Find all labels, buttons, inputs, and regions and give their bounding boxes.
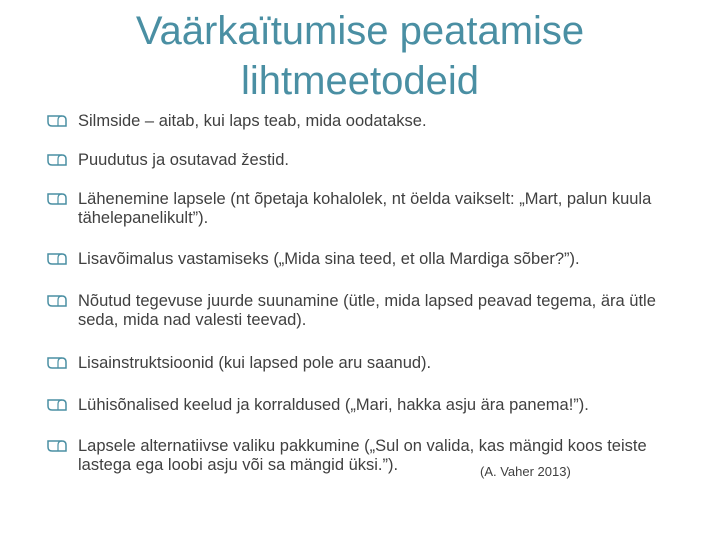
bullet-text: Lühisõnalised keelud ja korraldused („Mari, hakka asju ära panema!”). bbox=[78, 396, 589, 414]
bullet-item bbox=[46, 190, 666, 228]
bullet-item bbox=[46, 112, 666, 131]
bullet-text: Silmside – aitab, kui laps teab, mida oodatakse. bbox=[78, 112, 427, 130]
bullet-text: Puudutus ja osutavad žestid. bbox=[78, 151, 289, 169]
slide-title bbox=[60, 6, 660, 106]
title-line-2: lihtmeetodeid bbox=[241, 59, 479, 103]
scroll-icon bbox=[46, 438, 70, 454]
scroll-icon bbox=[46, 293, 70, 309]
scroll-icon bbox=[46, 355, 70, 371]
bullet-text: Lisavõimalus vastamiseks („Mida sina teed, et olla Mardiga sõber?”). bbox=[78, 250, 580, 268]
bullet-item bbox=[46, 437, 666, 475]
bullet-text: Nõutud tegevuse juurde suunamine (ütle, mida lapsed peavad tegema, ära ütle seda, mida nad valesti teevad). bbox=[78, 292, 656, 329]
bullet-item bbox=[46, 292, 666, 330]
bullet-item bbox=[46, 250, 666, 269]
bullet-list bbox=[46, 112, 666, 475]
bullet-item bbox=[46, 354, 666, 373]
title-line-1: Vaärkaïtumise peatamise bbox=[135, 9, 585, 53]
scroll-icon bbox=[46, 152, 70, 168]
bullet-text: Lähenemine lapsele (nt õpetaja kohalolek, nt öelda vaikselt: „Mart, palun kuula tähelepanelikult”). bbox=[78, 190, 652, 227]
scroll-icon bbox=[46, 397, 70, 413]
scroll-icon bbox=[46, 191, 70, 207]
scroll-icon bbox=[46, 113, 70, 129]
bullet-text: Lisainstruktsioonid (kui lapsed pole aru saanud). bbox=[78, 354, 432, 372]
bullet-text: Lapsele alternatiivse valiku pakkumine („Sul on valida, kas mängid koos teiste lastega ega loobi asju või sa mängid üksi.”). bbox=[78, 437, 647, 474]
bullet-item bbox=[46, 396, 666, 415]
scroll-icon bbox=[46, 251, 70, 267]
citation: (A. Vaher 2013) bbox=[480, 464, 571, 479]
bullet-item bbox=[46, 151, 666, 170]
